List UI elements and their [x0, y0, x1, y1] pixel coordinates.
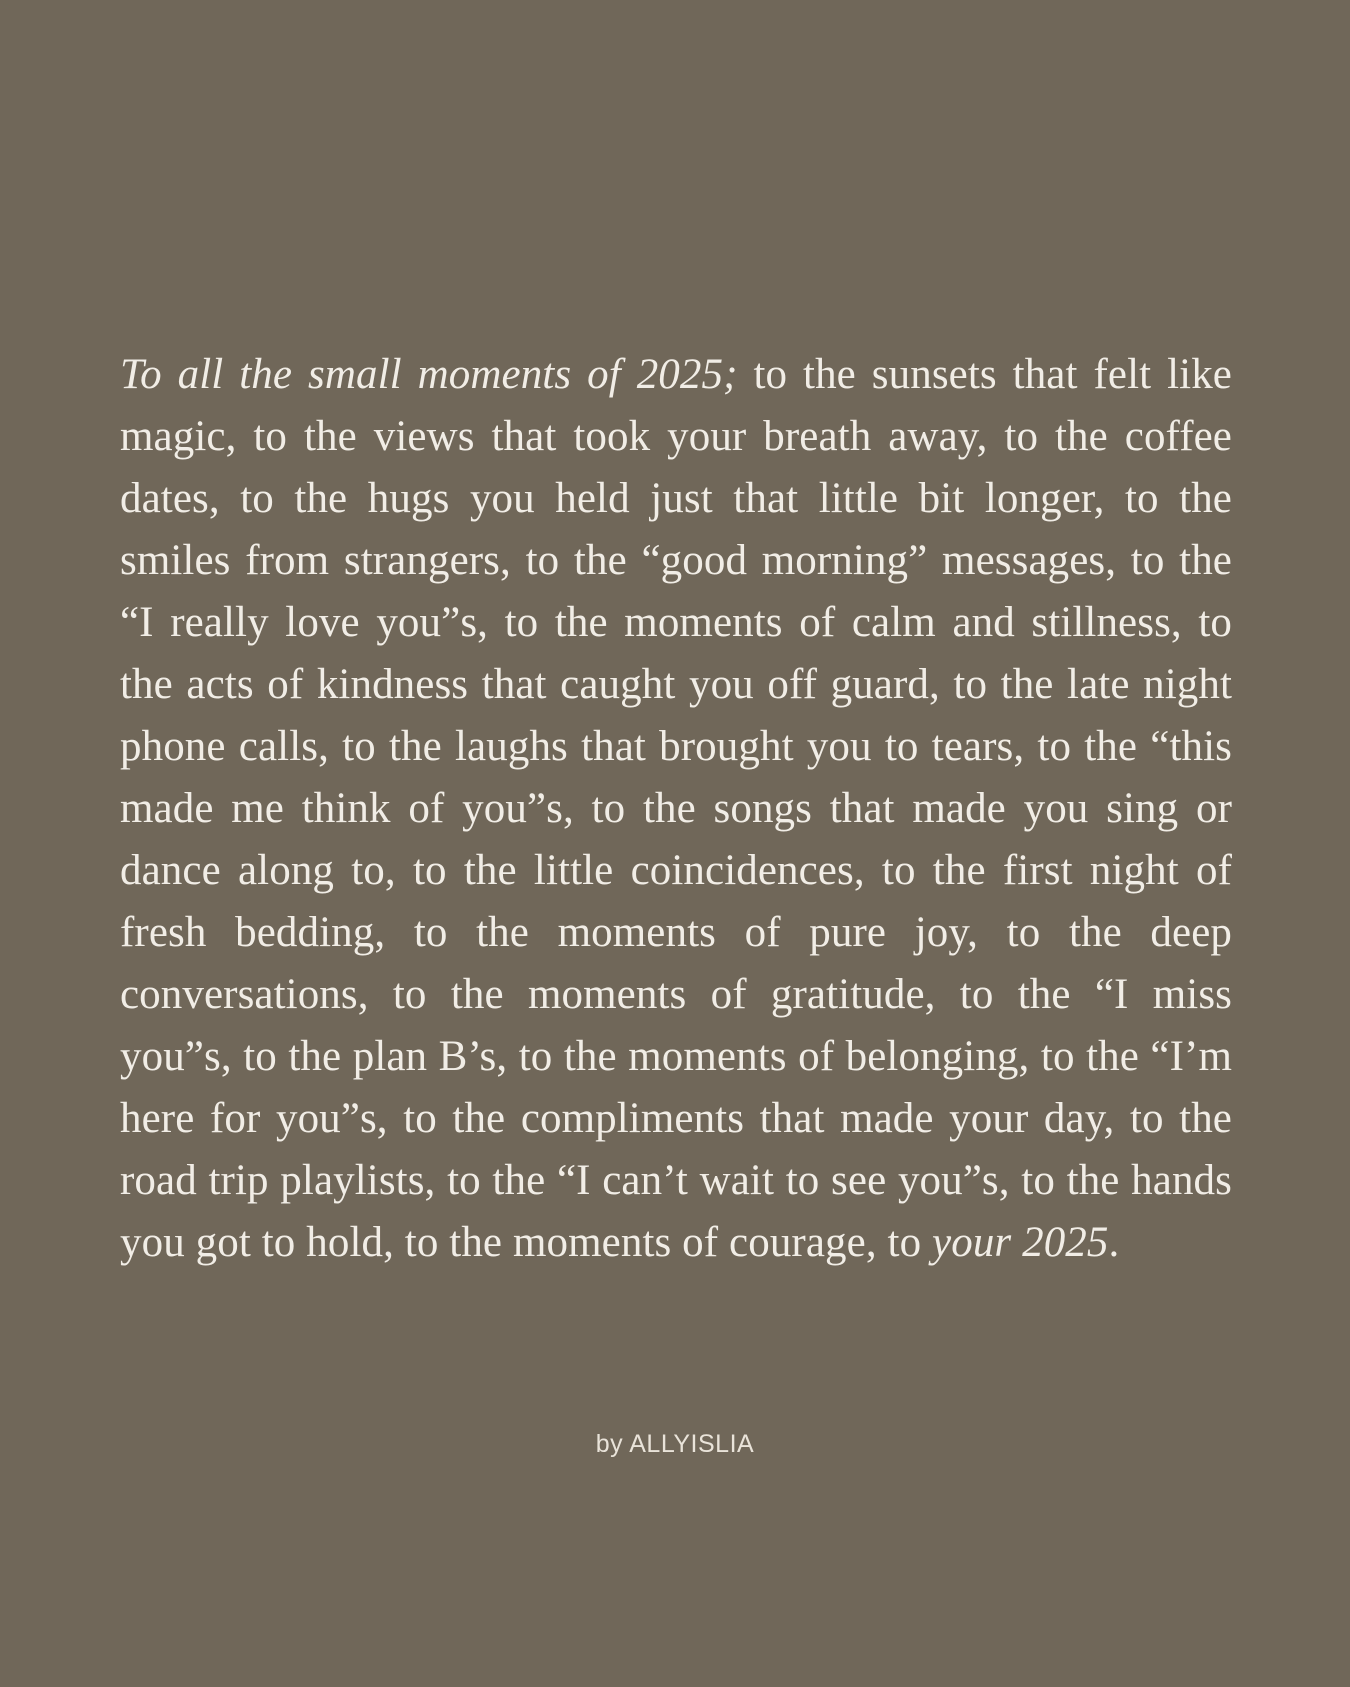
- poem-body: to the sunsets that felt like magic, to the views that took your breath away, to the coffee dates, to the hugs you held just that little bit longer, to the smiles from strangers, to the “good morning” messages, to the “I really love you”s, to the moments of calm and stillness, to the acts of kindness that caught you off guard, to the late night phone calls, to the laughs that brought you to tears, to the “this made me think of you”s, to the songs that made you sing or dance along to, to the little coincidences, to the first night of fresh bedding, to the moments of pure joy, to the deep conversations, to the moments of gratitude, to the “I miss you”s, to the plan B’s, to the moments of belonging, to the “I’m here for you”s, to the compliments that made your day, to the road trip playlists, to the “I can’t wait to see you”s, to the hands you got to hold, to the moments of courage, to: [120, 351, 1232, 1266]
- poem-closing: your 2025: [932, 1219, 1109, 1266]
- author-byline: by ALLYISLIA: [595, 1430, 755, 1458]
- poem-opening: To all the small moments of 2025;: [120, 351, 738, 398]
- poem-closing-punct: .: [1108, 1219, 1120, 1266]
- poem-text: [120, 344, 1232, 1274]
